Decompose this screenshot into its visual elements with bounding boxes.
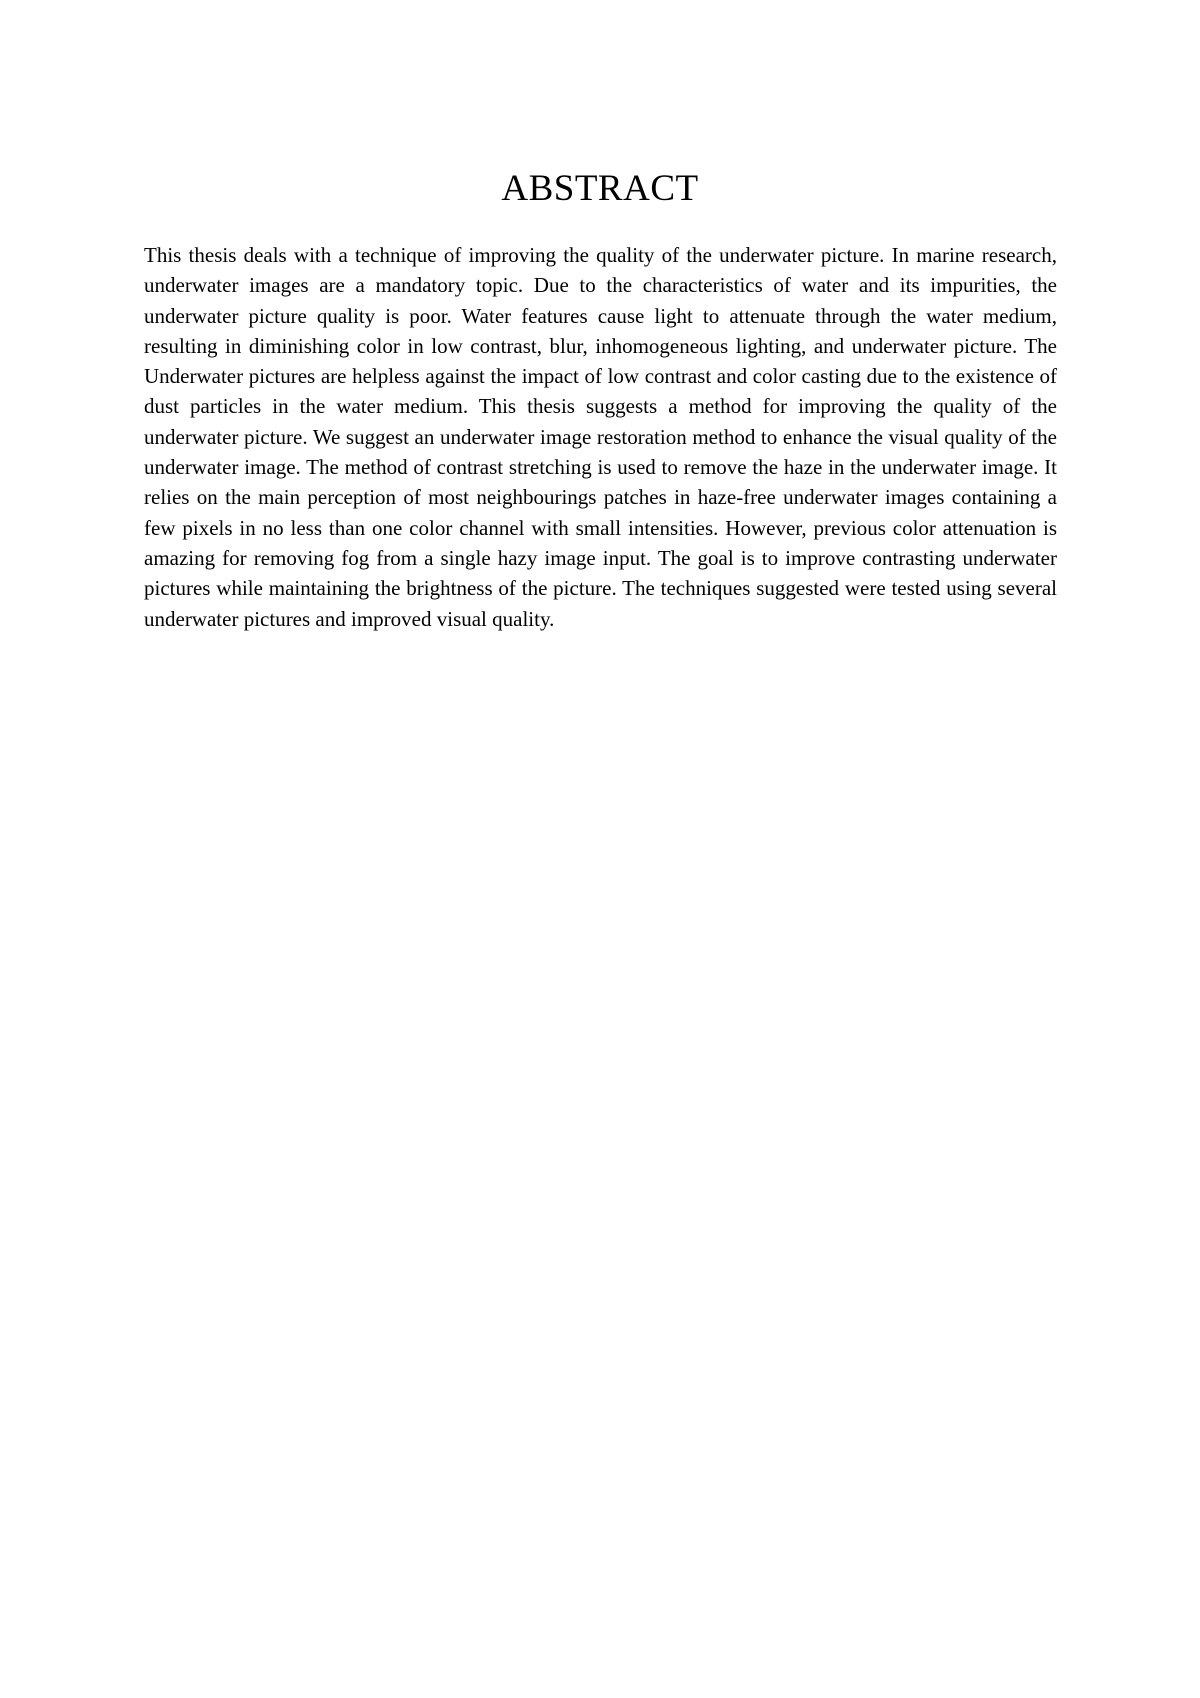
abstract-heading: ABSTRACT [501, 168, 699, 209]
abstract-paragraph: This thesis deals with a technique of improving the quality of the underwater picture. In marine research, underwater images are a mandatory topic. Due to the characteristics of water and its impurities, the underwater picture quality is poor. Water features cause light to attenuate through the water medium, resulting in diminishing color in low contrast, blur, inhomogeneous lighting, and underwater picture. The Underwater pictures are helpless against the impact of low contrast and color casting due to the existence of dust particles in the water medium. This thesis suggests a method for improving the quality of the underwater picture. We suggest an underwater image restoration method to enhance the visual quality of the underwater image. The method of contrast stretching is used to remove the haze in the underwater image. It relies on the main perception of most neighbourings patches in haze-free underwater images containing a few pixels in no less than one color channel with small intensities. However, previous color attenuation is amazing for removing fog from a single hazy image input. The goal is to improve contrasting underwater pictures while maintaining the brightness of the picture. The techniques suggested were tested using several underwater pictures and improved visual quality. [144, 243, 1057, 631]
